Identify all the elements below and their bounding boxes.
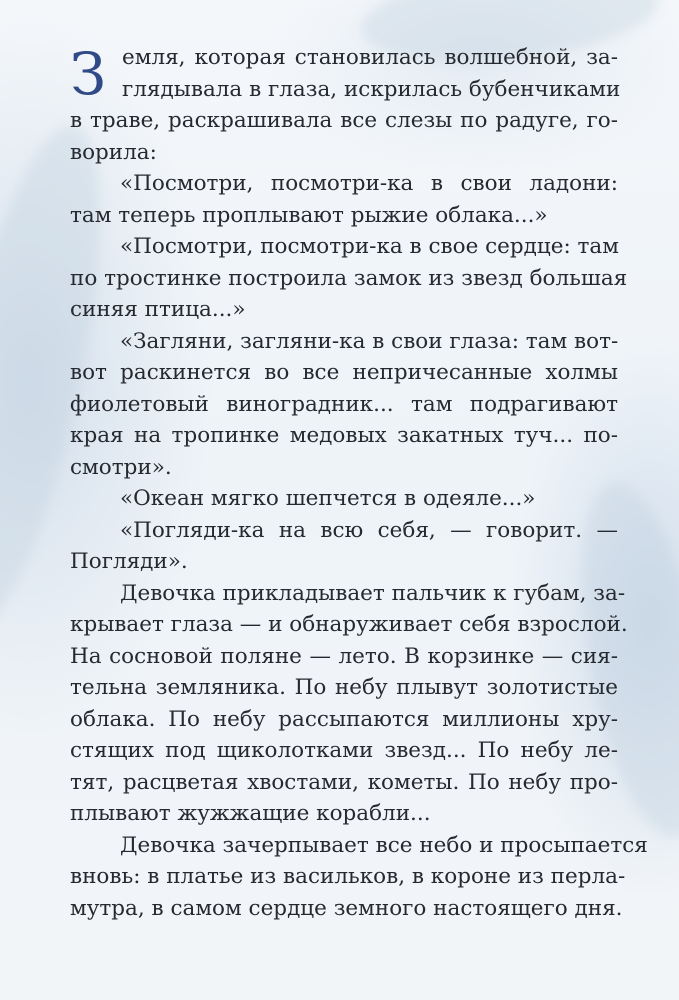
text-line: «Погляди-ка на всю себя, — говорит. — xyxy=(120,517,618,543)
text-line: тельна земляника. По небу плывут золотистые xyxy=(70,675,618,700)
text-line: Девочка прикладывает пальчик к губам, за- xyxy=(120,580,626,606)
text-line: емля, которая становилась волшебной, за- xyxy=(122,45,618,70)
text-line: «Океан мягко шепчется в одеяле...» xyxy=(120,486,536,511)
text-line: «Посмотри, посмотри-ка в свои ладони: xyxy=(120,171,618,196)
text-line: ворила: xyxy=(70,139,157,165)
text-line: края на тропинке медовых закатных туч... по- xyxy=(70,423,618,448)
text-line: крывает глаза — и обнаруживает себя взрослой. xyxy=(70,612,628,637)
text-line: На сосновой поляне — лето. В корзинке — сия- xyxy=(70,643,618,669)
text-line: фиолетовый виноградник... там подрагивают xyxy=(70,391,618,417)
page-text xyxy=(70,42,648,924)
text-line: мутра, в самом сердце земного настоящего дня. xyxy=(70,895,623,921)
text-line: в траве, раскрашивала все слезы по радуге, го- xyxy=(70,108,618,133)
text-line: Погляди». xyxy=(70,549,188,574)
drop-cap: З xyxy=(70,40,107,108)
text-line: стящих под щиколотками звезд... По небу ле- xyxy=(70,738,618,763)
text-line: облака. По небу рассыпаются миллионы хру- xyxy=(70,706,618,732)
text-line: синяя птица...» xyxy=(70,297,246,322)
text-line: «Загляни, загляни-ка в свои глаза: там вот- xyxy=(120,328,619,354)
text-line: Девочка зачерпывает все небо и просыпается xyxy=(120,832,648,858)
text-line: смотри». xyxy=(70,454,172,480)
text-line: по тростинке построила замок из звезд большая xyxy=(70,265,628,291)
text-line: тят, расцветая хвостами, кометы. По небу про- xyxy=(70,769,618,795)
text-line: плывают жужжащие корабли... xyxy=(70,801,431,826)
text-line: вот раскинется во все непричесанные холмы xyxy=(70,360,618,385)
text-line: вновь: в платье из васильков, в короне из перла- xyxy=(70,864,626,889)
text-line: глядывала в глаза, искрилась бубенчиками xyxy=(122,76,621,102)
text-line: «Посмотри, посмотри-ка в свое сердце: там xyxy=(120,234,619,259)
text-line: там теперь проплывают рыжие облака...» xyxy=(70,202,548,228)
